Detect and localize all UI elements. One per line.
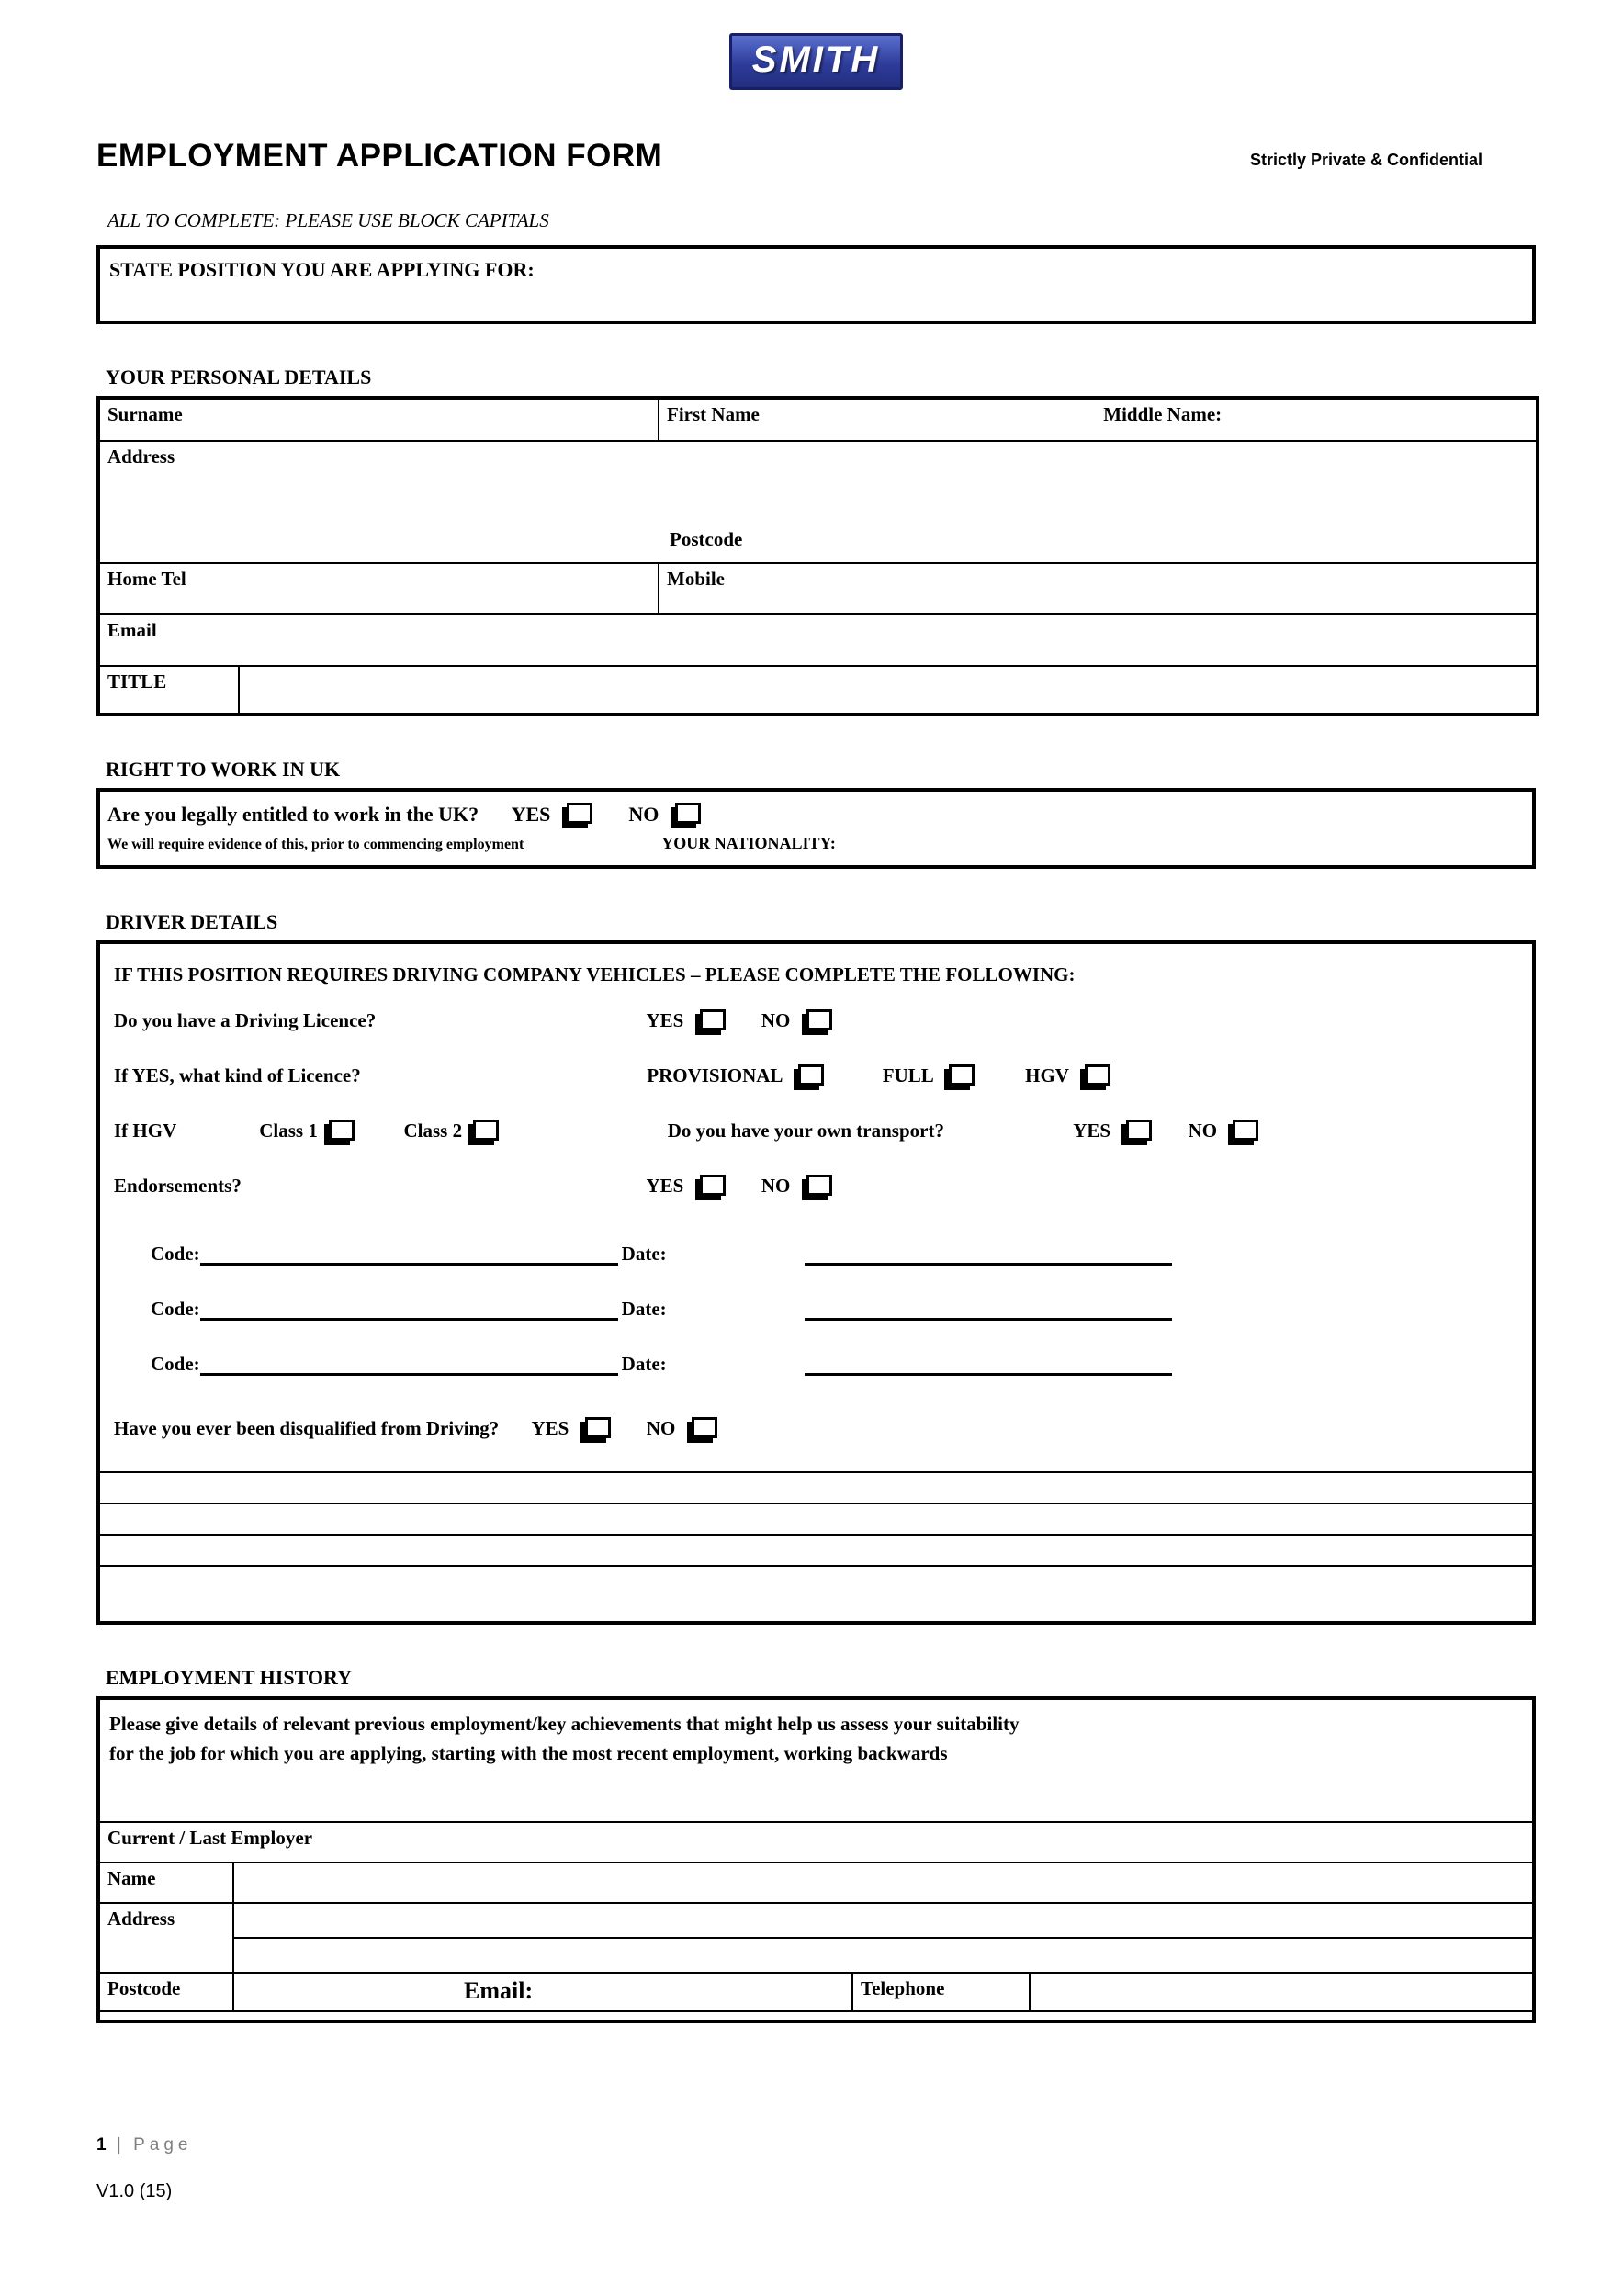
address-label: Address	[107, 445, 175, 467]
date-input-line[interactable]	[805, 1352, 1172, 1376]
class2-group	[404, 1115, 663, 1146]
driving-licence-question: Do you have a Driving Licence?	[114, 1009, 377, 1031]
rtw-yes-checkbox[interactable]	[567, 803, 592, 824]
employer-telephone-label: Telephone	[861, 1977, 945, 1999]
employer-postcode-label: Postcode	[107, 1977, 181, 1999]
if-hgv-label: If HGV	[114, 1120, 177, 1142]
employer-table	[100, 1821, 1532, 2012]
code-input-line[interactable]	[200, 1297, 618, 1321]
endorsements-no-label: NO	[761, 1175, 791, 1197]
own-transport-question: Do you have your own transport?	[667, 1120, 944, 1142]
code-date-row	[114, 1238, 1518, 1266]
driver-intro: IF THIS POSITION REQUIRES DRIVING COMPANY VEHICLES – PLEASE COMPLETE THE FOLLOWING:	[114, 963, 1076, 985]
driver-notes-line[interactable]	[100, 1565, 1532, 1596]
date-label: Date:	[621, 1298, 667, 1320]
home-tel-label: Home Tel	[107, 568, 186, 590]
date-input-line[interactable]	[805, 1297, 1172, 1321]
endorsements-yes-label: YES	[646, 1175, 684, 1197]
position-applying-for-label: STATE POSITION YOU ARE APPLYING FOR:	[109, 258, 535, 281]
address-cell[interactable]	[98, 441, 1538, 563]
driver-details-heading: DRIVER DETAILS	[106, 910, 278, 933]
smith-logo: SMITH	[729, 33, 903, 90]
employer-address-label-cell	[100, 1903, 233, 1973]
evidence-note: We will require evidence of this, prior to commencing employment	[107, 837, 524, 852]
title-label: TITLE	[107, 670, 167, 692]
disqualified-yes-checkbox[interactable]	[585, 1417, 611, 1438]
disqualified-question: Have you ever been disqualified from Driving?	[114, 1417, 500, 1439]
postcode-label: Postcode	[670, 528, 743, 550]
surname-label: Surname	[107, 403, 183, 425]
endorsements-no-checkbox[interactable]	[806, 1175, 832, 1196]
page-separator: |	[116, 2135, 121, 2155]
personal-details-table	[96, 396, 1539, 716]
right-to-work-question-row	[107, 799, 1525, 830]
right-to-work-heading: RIGHT TO WORK IN UK	[106, 758, 341, 781]
email-cell[interactable]	[98, 614, 1538, 666]
block-capitals-instruction: ALL TO COMPLETE: PLEASE USE BLOCK CAPITALS	[107, 209, 549, 231]
page-number: 1	[96, 2135, 107, 2155]
rtw-no-label: NO	[628, 803, 659, 826]
licence-no-checkbox[interactable]	[806, 1009, 832, 1030]
class2-label: Class 2	[403, 1120, 463, 1142]
hgv-class-row	[114, 1115, 1518, 1146]
personal-details-heading: YOUR PERSONAL DETAILS	[106, 366, 372, 388]
date-input-line[interactable]	[805, 1242, 1172, 1266]
code-input-line[interactable]	[200, 1352, 618, 1376]
employer-email-cell[interactable]	[233, 1973, 852, 2011]
title-row	[96, 138, 1536, 174]
driver-notes-line[interactable]	[100, 1534, 1532, 1565]
history-intro-line2: for the job for which you are applying, starting with the most recent employment, working backwards	[109, 1742, 948, 1764]
employment-history-box	[96, 1696, 1536, 2023]
mobile-label: Mobile	[667, 568, 725, 590]
endorsements-label: Endorsements?	[114, 1175, 242, 1197]
right-to-work-question: Are you legally entitled to work in the UK?	[107, 803, 479, 826]
licence-yes-label: YES	[646, 1009, 684, 1031]
disqualified-row	[114, 1412, 1518, 1444]
transport-yes-checkbox[interactable]	[1126, 1120, 1152, 1141]
disqualified-yes-label: YES	[531, 1417, 569, 1439]
employer-name-label: Name	[107, 1867, 156, 1889]
date-label: Date:	[621, 1353, 667, 1375]
rtw-yes-label: YES	[511, 803, 551, 826]
page-word: Page	[133, 2135, 193, 2155]
rtw-no-checkbox[interactable]	[675, 803, 701, 824]
code-date-row	[114, 1348, 1518, 1376]
code-label: Code:	[151, 1353, 200, 1375]
driving-licence-row	[114, 1005, 1518, 1036]
mobile-cell[interactable]	[659, 563, 1538, 614]
endorsements-yes-checkbox[interactable]	[700, 1175, 726, 1196]
current-employer-label: Current / Last Employer	[107, 1827, 313, 1849]
driver-notes-line[interactable]	[100, 1503, 1532, 1534]
class1-checkbox[interactable]	[329, 1120, 355, 1141]
employer-telephone-input-cell[interactable]	[1030, 1973, 1532, 2011]
employer-address-input-cell2[interactable]	[233, 1938, 1532, 1973]
current-employer-cell	[100, 1822, 1532, 1863]
employer-postcode-cell[interactable]	[100, 1973, 233, 2011]
title-input-cell[interactable]	[239, 666, 1538, 715]
class1-group	[259, 1115, 399, 1146]
code-date-row	[114, 1293, 1518, 1321]
page-footer	[96, 2135, 1536, 2155]
home-tel-cell[interactable]	[98, 563, 659, 614]
history-intro	[100, 1700, 1532, 1821]
licence-kind-question: If YES, what kind of Licence?	[114, 1064, 361, 1086]
middle-name-label: Middle Name:	[1103, 403, 1223, 425]
employer-name-label-cell	[100, 1863, 233, 1903]
licence-yes-checkbox[interactable]	[700, 1009, 726, 1030]
version-label: V1.0 (15)	[96, 2181, 173, 2201]
class1-label: Class 1	[259, 1120, 318, 1142]
employer-name-input-cell[interactable]	[233, 1863, 1532, 1903]
endorsements-row	[114, 1170, 1518, 1201]
employer-address-label: Address	[107, 1908, 175, 1930]
employment-history-heading: EMPLOYMENT HISTORY	[106, 1666, 352, 1689]
first-name-label: First Name	[667, 403, 760, 425]
employer-address-input-cell[interactable]	[233, 1903, 1532, 1938]
date-label: Date:	[621, 1243, 667, 1265]
provisional-checkbox[interactable]	[798, 1064, 824, 1086]
disqualified-no-checkbox[interactable]	[692, 1417, 717, 1438]
employer-email-label: Email:	[464, 1977, 534, 2004]
class2-checkbox[interactable]	[473, 1120, 499, 1141]
history-intro-line1: Please give details of relevant previous employment/key achievements that might help us assess your suitability	[109, 1713, 1020, 1735]
logo-container	[96, 33, 1536, 92]
driver-details-box	[96, 940, 1536, 1625]
right-to-work-box	[96, 788, 1536, 869]
title-cell[interactable]	[98, 666, 239, 715]
confidential-note: Strictly Private & Confidential	[1249, 151, 1482, 169]
employer-telephone-cell	[852, 1973, 1030, 2011]
right-to-work-note-row	[107, 834, 1525, 853]
first-middle-name-cell[interactable]	[659, 398, 1538, 441]
code-input-line[interactable]	[200, 1242, 618, 1266]
hgv-label: HGV	[1025, 1064, 1069, 1086]
licence-kind-row	[114, 1060, 1518, 1091]
full-label: FULL	[882, 1064, 933, 1086]
surname-cell[interactable]	[98, 398, 659, 441]
driver-notes-area	[114, 1471, 1518, 1596]
provisional-label: PROVISIONAL	[647, 1064, 783, 1086]
transport-yes-label: YES	[1073, 1120, 1111, 1142]
code-label: Code:	[151, 1298, 200, 1320]
disqualified-no-label: NO	[646, 1417, 676, 1439]
licence-no-label: NO	[761, 1009, 791, 1031]
hgv-checkbox[interactable]	[1085, 1064, 1110, 1086]
position-applying-for-box[interactable]	[96, 245, 1536, 324]
driver-notes-line[interactable]	[100, 1471, 1532, 1503]
code-label: Code:	[151, 1243, 200, 1265]
transport-no-checkbox[interactable]	[1233, 1120, 1258, 1141]
email-label: Email	[107, 619, 157, 641]
nationality-label[interactable]: YOUR NATIONALITY:	[661, 834, 836, 852]
page-title: EMPLOYMENT APPLICATION FORM	[96, 138, 663, 174]
transport-no-label: NO	[1188, 1120, 1218, 1142]
full-checkbox[interactable]	[949, 1064, 975, 1086]
